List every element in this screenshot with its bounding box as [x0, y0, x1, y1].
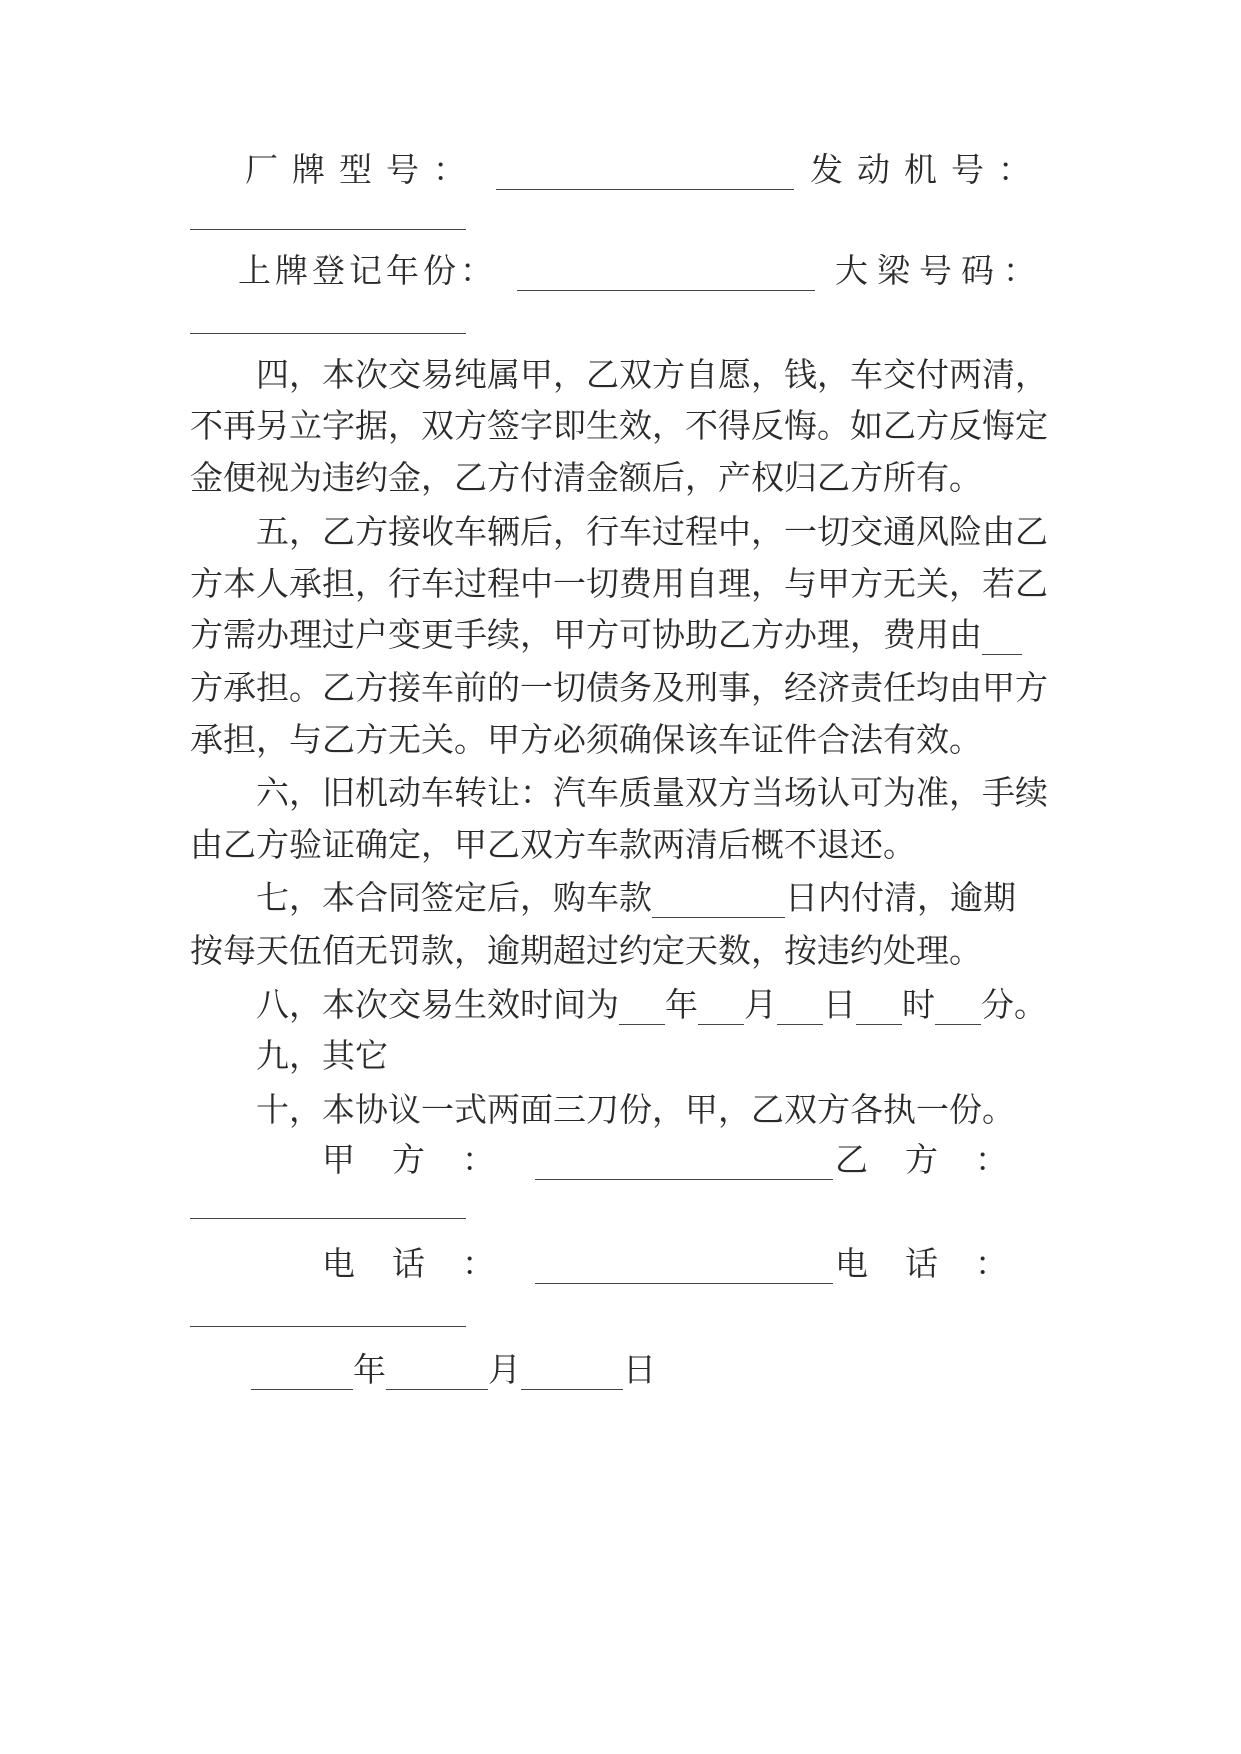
clause-7-line-2: 按每天伍佰无罚款，逾期超过约定天数，按违约处理。 — [190, 931, 982, 970]
phone-a-field[interactable] — [535, 1251, 833, 1284]
clause-6-line-1: 六，旧机动车转让：汽车质量双方当场认可为准，手续 — [256, 773, 1048, 812]
effective-minute-label: 分。 — [981, 985, 1047, 1024]
clause-7-text-a: 七，本合同签定后，购车款 — [256, 878, 652, 917]
date-day-field[interactable] — [521, 1357, 623, 1390]
date-line — [190, 1350, 1045, 1390]
clause-9: 九，其它 — [256, 1036, 388, 1075]
effective-hour-field[interactable] — [856, 992, 902, 1025]
clause-4-line-1: 四，本次交易纯属甲，乙双方自愿，钱，车交付两清， — [256, 355, 1048, 394]
brand-model-field[interactable] — [496, 157, 794, 190]
frame-no-field[interactable] — [190, 333, 466, 334]
fee-bearer-field[interactable] — [982, 622, 1022, 655]
date-year-field[interactable] — [251, 1357, 353, 1390]
date-year-label: 年 — [353, 1350, 386, 1389]
clause-6-line-2: 由乙方验证确定，甲乙双方车款两清后概不退还。 — [190, 825, 916, 864]
date-month-field[interactable] — [386, 1357, 488, 1390]
phone-line — [190, 1244, 1045, 1284]
effective-time-prefix: 八，本次交易生效时间为 — [256, 985, 619, 1024]
clause-8-line — [190, 985, 1045, 1025]
effective-month-label: 月 — [744, 985, 777, 1024]
party-b-label: 乙方： — [835, 1140, 1045, 1179]
date-month-label: 月 — [488, 1350, 521, 1389]
party-a-label: 甲方： — [322, 1140, 532, 1179]
clause-5-line-2: 方本人承担，行车过程中一切费用自理，与甲方无关，若乙 — [190, 564, 1048, 603]
phone-b-label: 电话： — [835, 1244, 1045, 1283]
clause-7-line-1 — [190, 878, 1045, 918]
date-day-label: 日 — [623, 1350, 656, 1389]
effective-minute-field[interactable] — [935, 992, 981, 1025]
brand-model-label: 厂牌型号： — [245, 150, 480, 189]
effective-year-label: 年 — [665, 985, 698, 1024]
brand-model-line — [190, 150, 1045, 190]
clause-5-line-3-text: 方需办理过户变更手续，甲方可协助乙方办理，费用由 — [190, 615, 982, 654]
effective-day-field[interactable] — [777, 992, 823, 1025]
party-line — [190, 1140, 1045, 1180]
effective-month-field[interactable] — [698, 992, 744, 1025]
engine-no-field[interactable] — [190, 229, 466, 230]
phone-a-label: 电话： — [322, 1244, 532, 1283]
reg-year-label: 上牌登记年份： — [238, 251, 497, 290]
party-b-field[interactable] — [190, 1218, 466, 1219]
reg-year-field[interactable] — [517, 258, 815, 291]
reg-year-line — [190, 251, 1045, 291]
payment-days-field[interactable] — [652, 885, 785, 918]
clause-5-line-5: 承担，与乙方无关。甲方必须确保该车证件合法有效。 — [190, 720, 982, 759]
clause-5-line-3 — [190, 615, 1045, 655]
clause-4-line-2: 不再另立字据，双方签字即生效，不得反悔。如乙方反悔定 — [190, 406, 1048, 445]
frame-no-label: 大梁号码： — [835, 251, 1045, 290]
phone-b-field[interactable] — [190, 1326, 466, 1327]
engine-no-label: 发动机号： — [810, 150, 1045, 189]
effective-day-label: 日 — [823, 985, 856, 1024]
clause-5-line-1: 五，乙方接收车辆后，行车过程中，一切交通风险由乙 — [256, 512, 1048, 551]
party-a-field[interactable] — [535, 1147, 833, 1180]
effective-year-field[interactable] — [619, 992, 665, 1025]
clause-5-line-4: 方承担。乙方接车前的一切债务及刑事，经济责任均由甲方 — [190, 668, 1048, 707]
clause-7-text-b: 日内付清，逾期 — [785, 878, 1016, 917]
effective-hour-label: 时 — [902, 985, 935, 1024]
clause-10: 十，本协议一式两面三刀份，甲，乙双方各执一份。 — [256, 1090, 1015, 1129]
clause-4-line-3: 金便视为违约金，乙方付清金额后，产权归乙方所有。 — [190, 458, 982, 497]
